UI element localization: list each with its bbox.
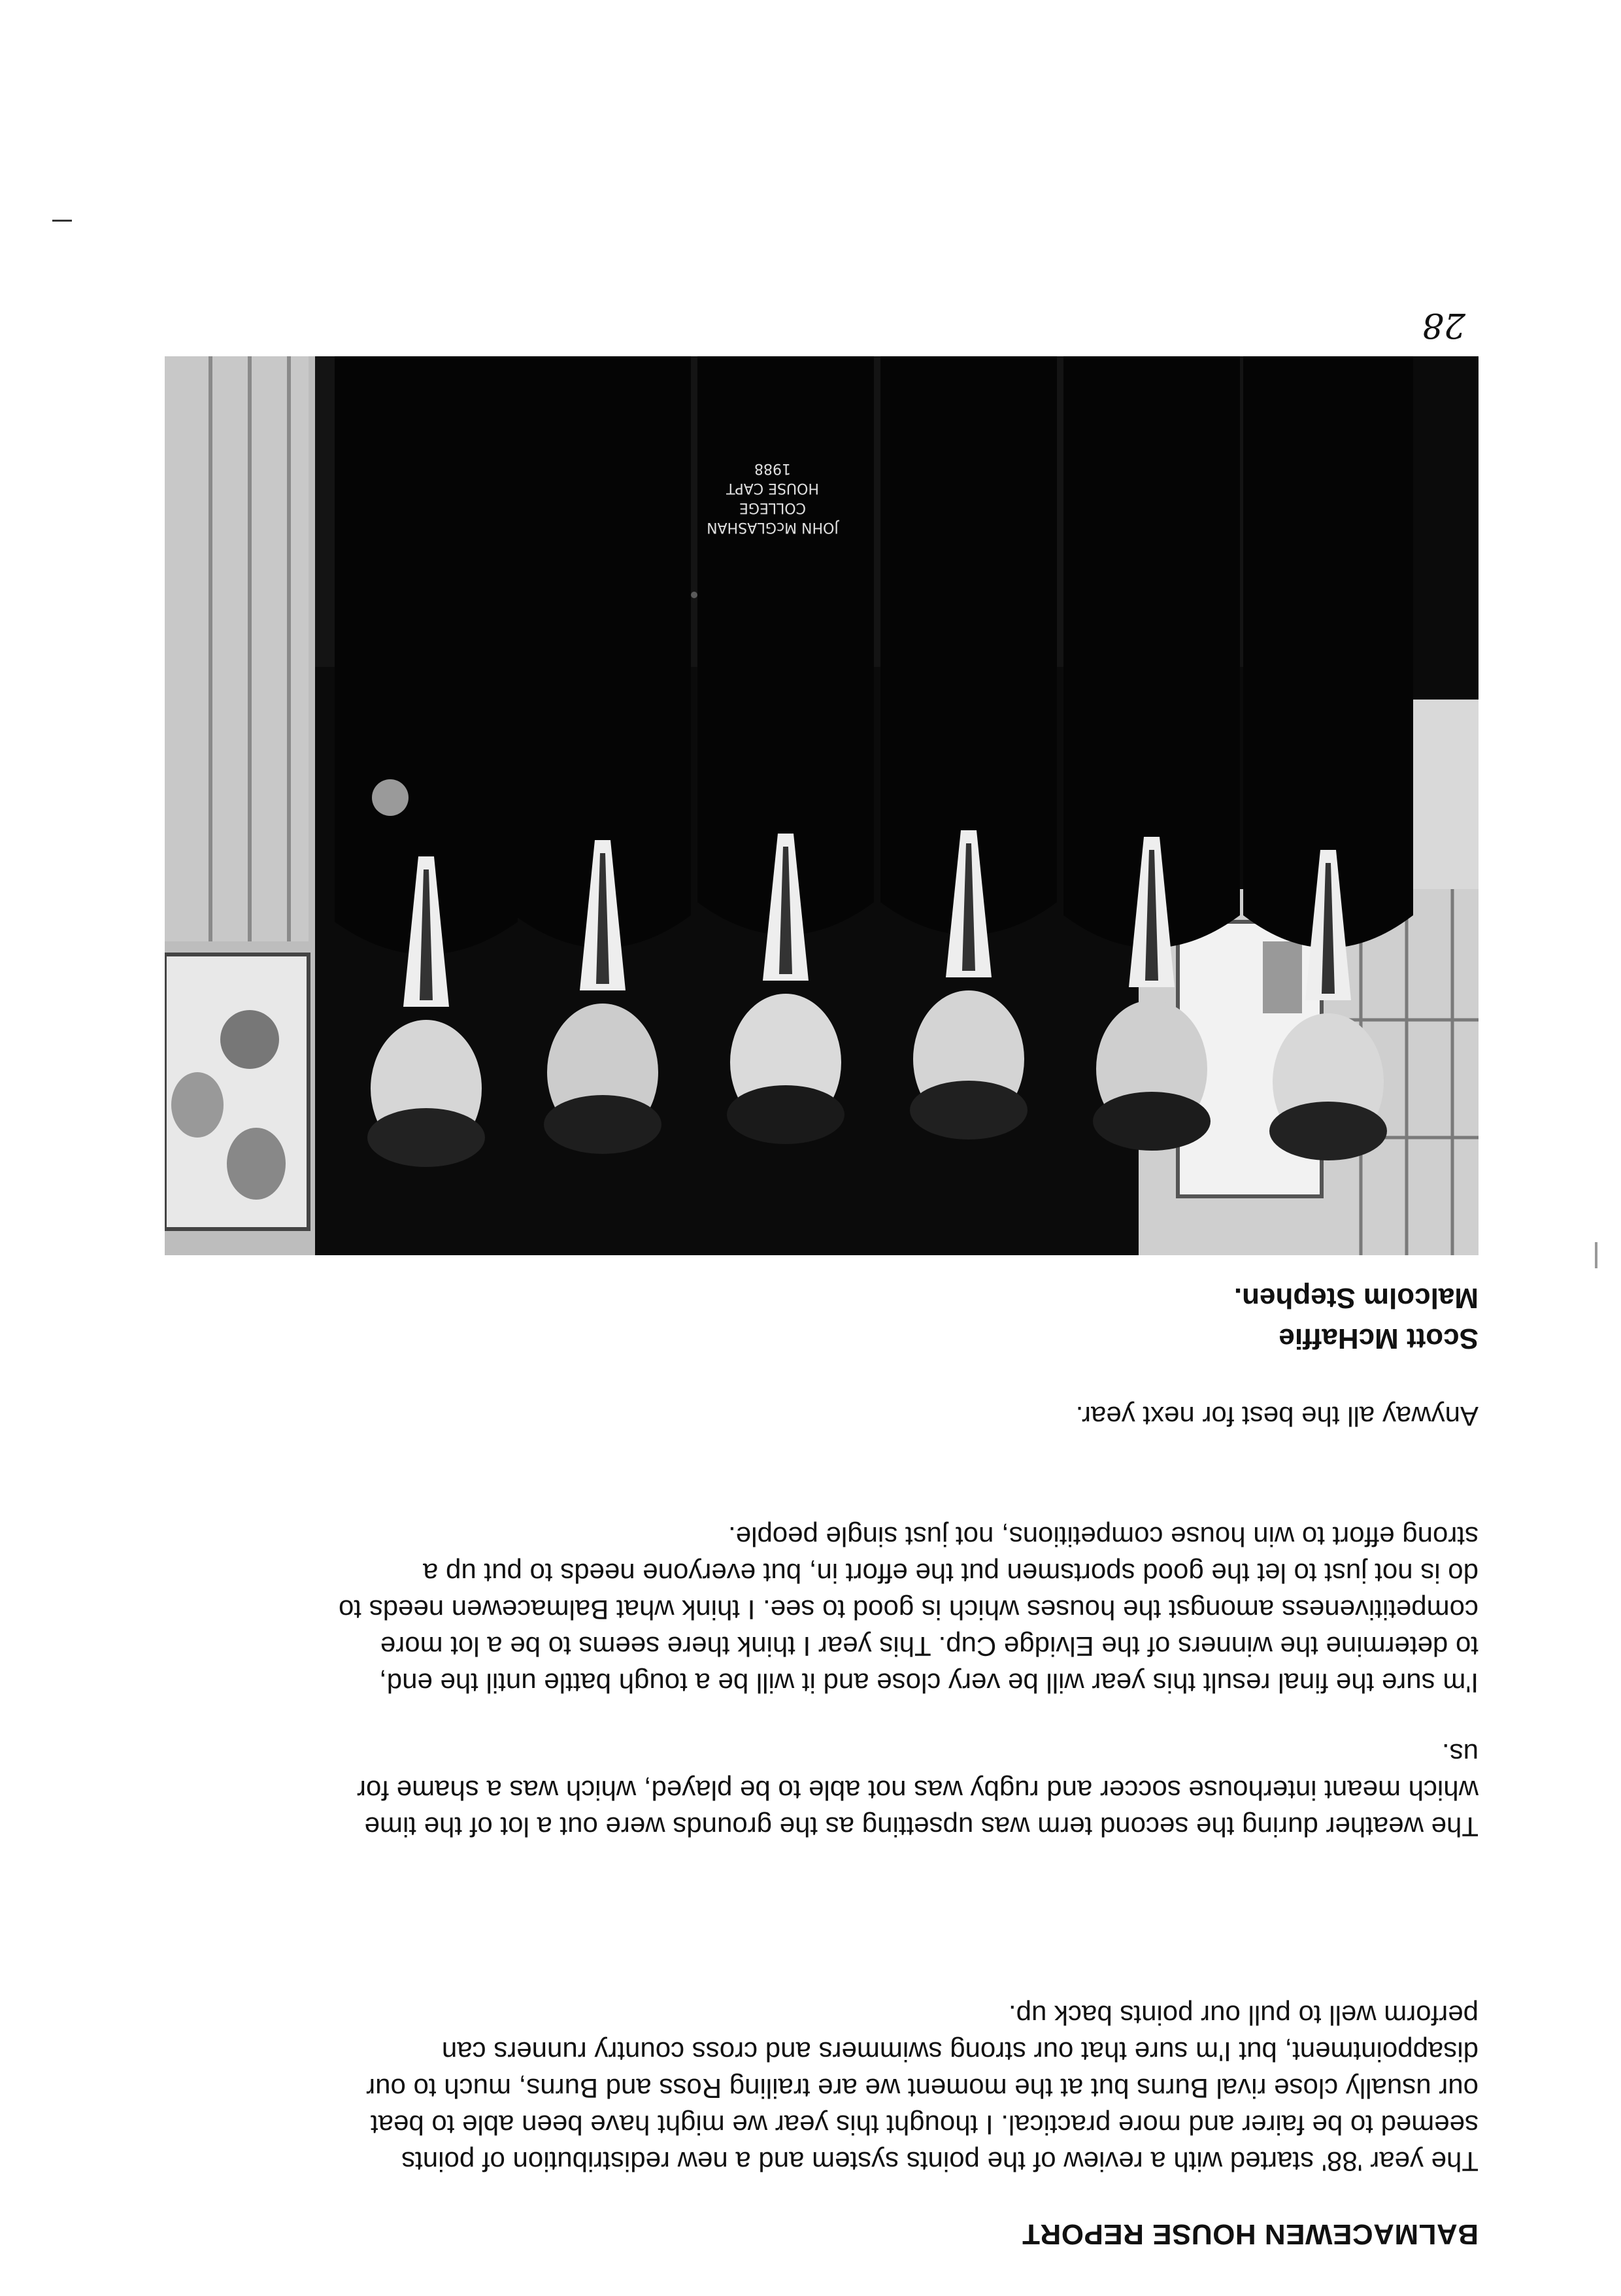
board-line-3: HOUSE CAPT: [726, 480, 819, 496]
page-number: 28: [1422, 305, 1465, 345]
photo-illustration: [165, 356, 1479, 1255]
signature-malcolm-stephen: Malcolm Stephen.: [1233, 1282, 1479, 1314]
paragraph-points-system: The year '88' started with a review of the points system and a new redistribution of points seemed to be fairer and more practical. I thought this year we might have been able to beat our usually close rival Burns but at the moment we are trailing Ross and Burns, much to our disappointment, but I'm sure that our strong swimmers and cross country runners can perform well to pull our points back up.: [366, 2000, 1479, 2177]
paragraph-final-result: I'm sure the final result this year will be very close and it will be a tough battle until the end, to determine the winners of the Elvidge Cup. This year I think there seems to be a lot more competitiveness amongst the houses which is good to see. I think what Balmacewen needs to do is not just to let the good sportsmen put the effort in, but everyone needs to put up a strong effort to win house competitions, not just single people.: [339, 1521, 1479, 1698]
report-title: BALMACEWEN HOUSE REPORT: [1022, 2218, 1479, 2250]
signature-scott-mchaffie: Scott McHaffie: [1278, 1323, 1479, 1355]
board-line-4: 1988: [754, 460, 791, 477]
scan-mark: [1595, 1242, 1597, 1268]
house-captains-photo: [165, 356, 1479, 1255]
board-line-1: JOHN McGLASHAN: [707, 519, 839, 535]
paragraph-weather: The weather during the second term was upsetting as the grounds were out a lot of the time which meant interhouse soccer and rugby was not able to be played, which was a shame for us.: [357, 1738, 1479, 1842]
paragraph-closing: Anyway all the best for next year.: [1075, 1401, 1479, 1432]
board-line-2: COLLEGE: [739, 499, 807, 516]
scan-mark: [52, 220, 72, 222]
